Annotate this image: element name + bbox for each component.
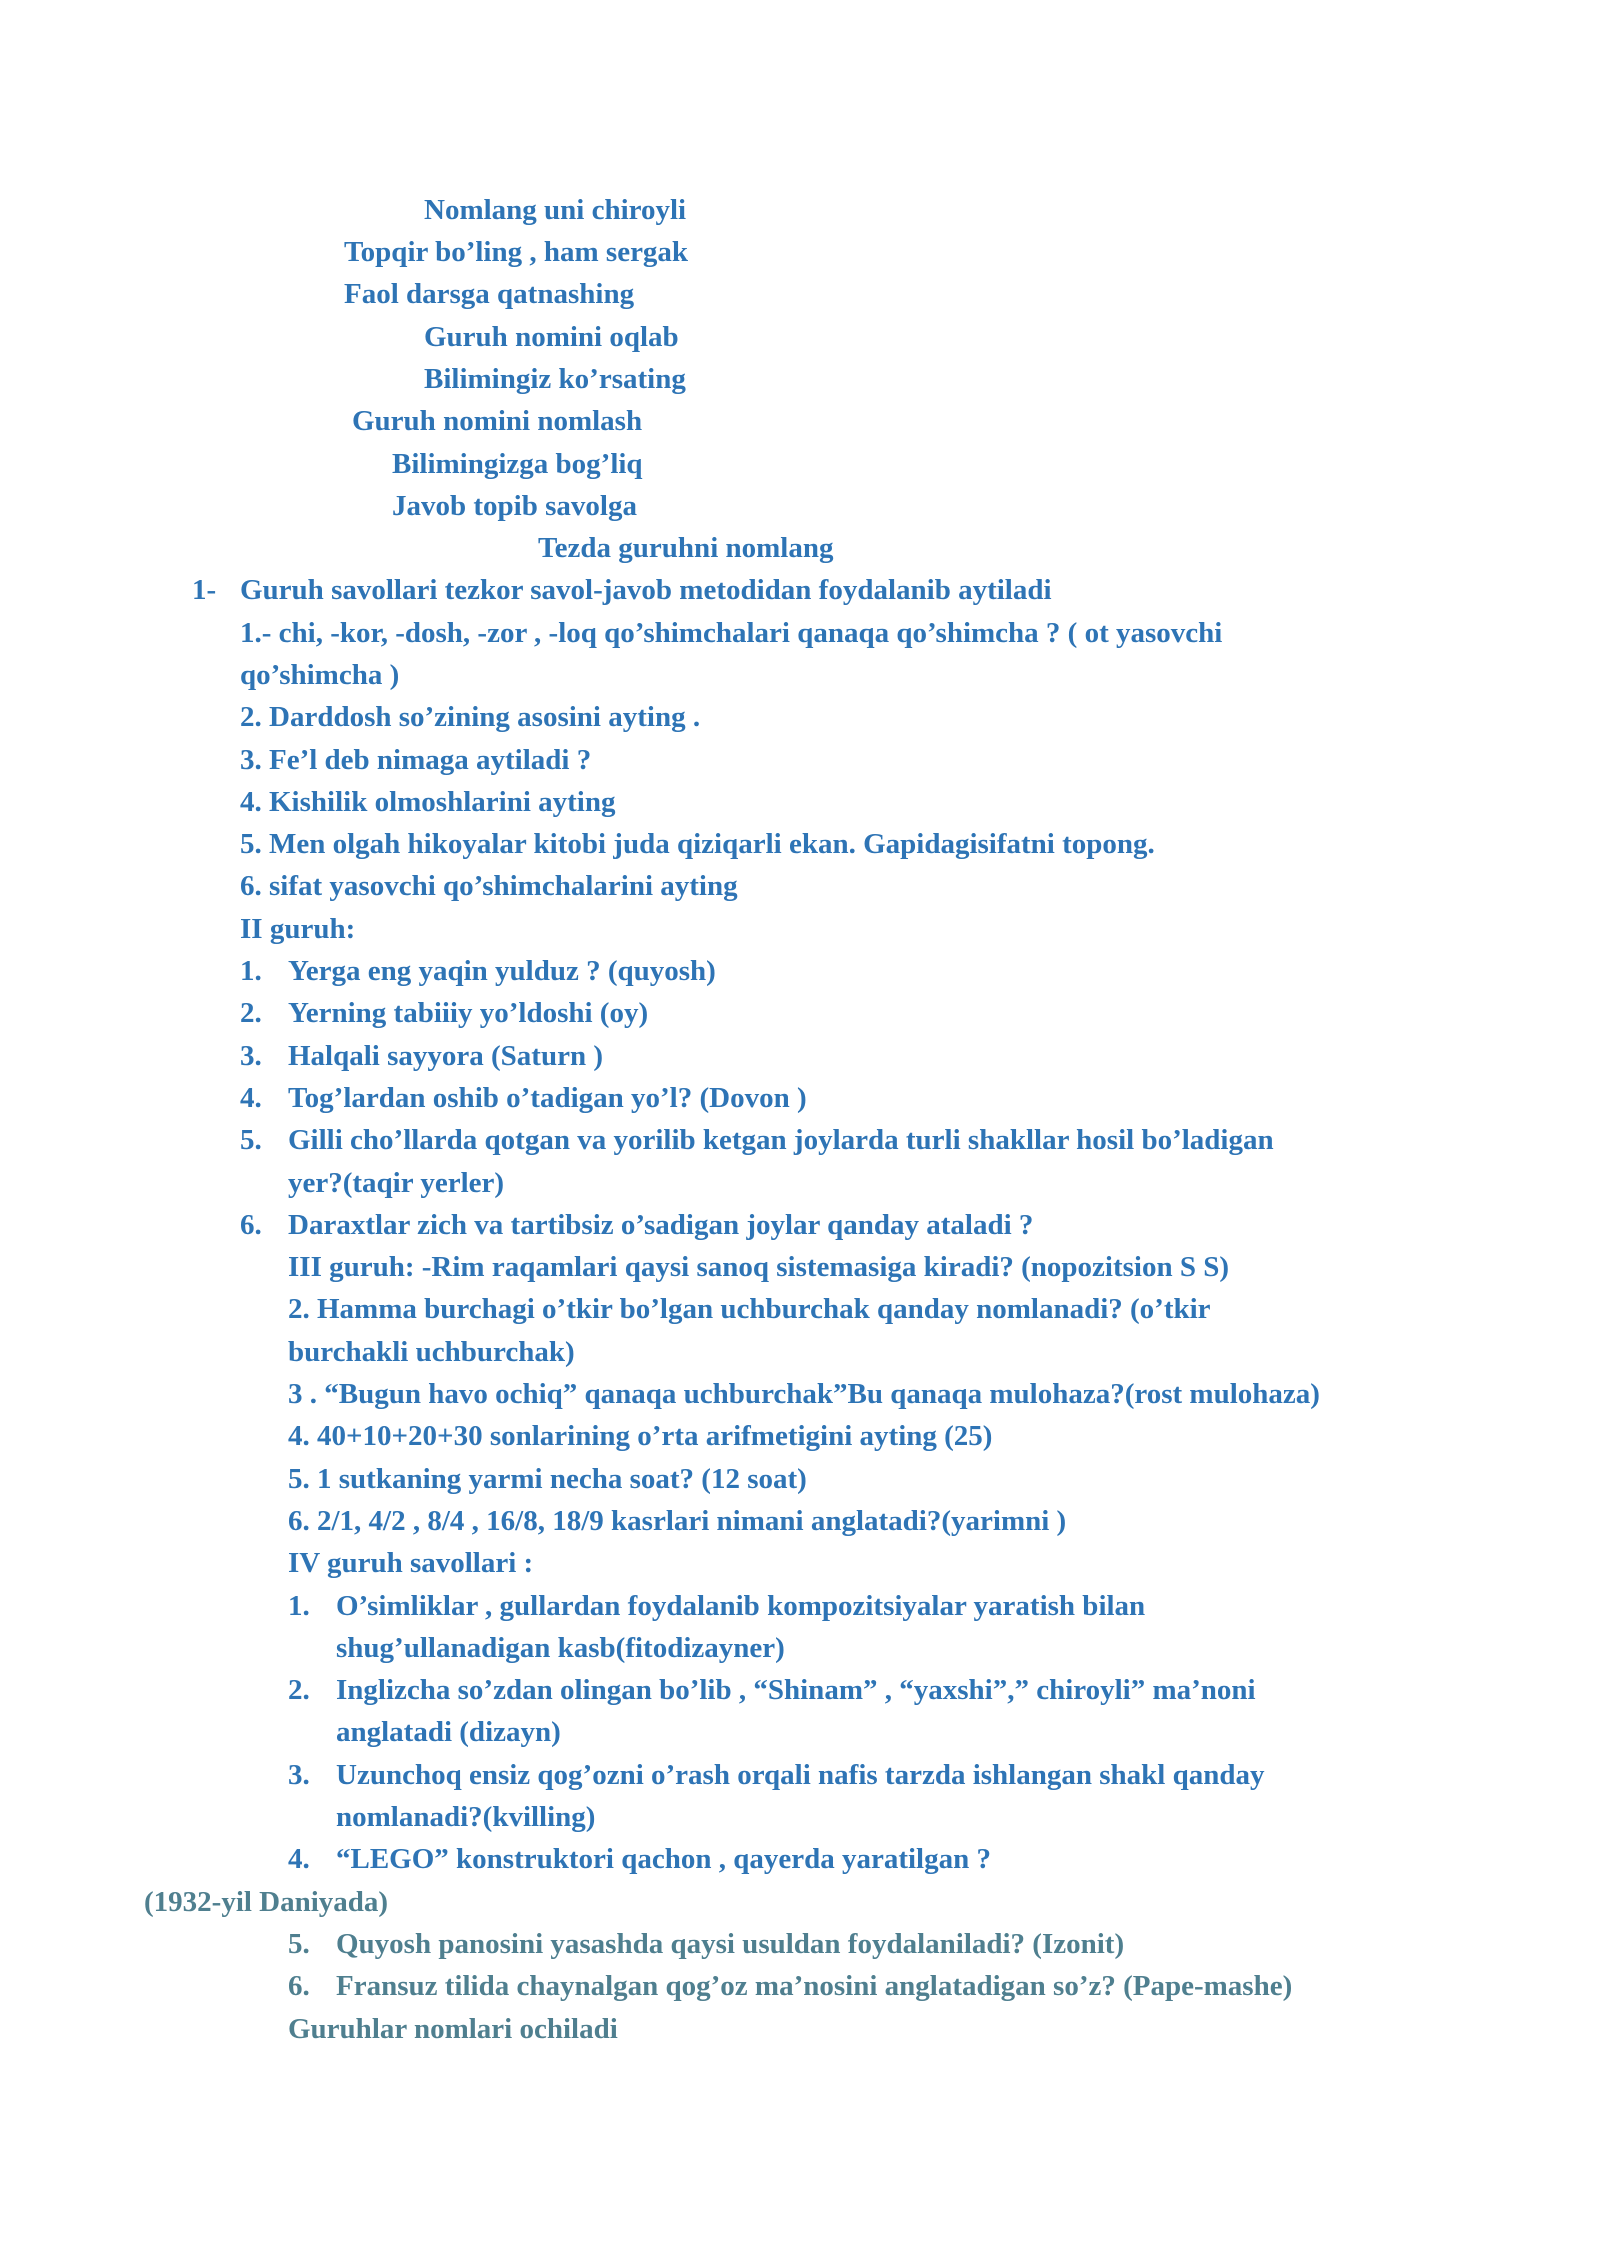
list-item: Yerga eng yaqin yulduz ? (quyosh) [288,955,716,987]
poem-line: Nomlang uni chiroyli [424,194,687,226]
poem-line: Guruh nomini nomlash [352,405,643,437]
list-number: 3. [288,1759,310,1791]
list-item: Inglizcha so’zdan olingan bo’lib , “Shinam” , “yaxshi”,” chiroyli” ma’noni [336,1674,1256,1706]
question-line: 2. Darddosh so’zining asosini ayting . [240,701,701,733]
list-item: “LEGO” konstruktori qachon , qayerda yaratilgan ? [336,1843,991,1875]
list-number: 1. [240,955,262,987]
section-heading: Guruh savollari tezkor savol-javob metodidan foydalanib aytiladi [240,574,1052,606]
question-line: 6. 2/1, 4/2 , 8/4 , 16/8, 18/9 kasrlari nimani anglatadi?(yarimni ) [288,1505,1067,1537]
answer-line: (1932-yil Daniyada) [144,1886,389,1918]
group-heading: II guruh: [240,913,356,945]
list-number: 6. [240,1209,262,1241]
list-number: 4. [288,1843,310,1875]
section-number: 1- [192,574,217,606]
question-line: 3. Fe’l deb nimaga aytiladi ? [240,744,592,776]
question-line: 5. Men olgah hikoyalar kitobi juda qiziqarli ekan. Gapidagisifatni topong. [240,828,1155,860]
list-number: 2. [240,997,262,1029]
question-line: qo’shimcha ) [240,659,400,691]
list-item-continuation: nomlanadi?(kvilling) [336,1801,596,1833]
list-number: 3. [240,1040,262,1072]
group-heading: III guruh: -Rim raqamlari qaysi sanoq sistemasiga kiradi? (nopozitsion S S) [288,1251,1230,1283]
poem-line: Tezda guruhni nomlang [538,532,834,564]
list-item-continuation: anglatadi (dizayn) [336,1716,561,1748]
list-item-continuation: shug’ullanadigan kasb(fitodizayner) [336,1632,785,1664]
poem-line: Bilimingizga bog’liq [392,448,643,480]
list-item: Halqali sayyora (Saturn ) [288,1040,603,1072]
question-line: 4. 40+10+20+30 sonlarining o’rta arifmetigini ayting (25) [288,1420,993,1452]
poem-line: Bilimingiz ko’rsating [424,363,686,395]
list-item: Gilli cho’llarda qotgan va yorilib ketgan joylarda turli shakllar hosil bo’ladigan [288,1124,1274,1156]
list-number: 5. [240,1124,262,1156]
list-number: 4. [240,1082,262,1114]
list-item: O’simliklar , gullardan foydalanib kompozitsiyalar yaratish bilan [336,1590,1146,1622]
question-line: 1.- chi, -kor, -dosh, -zor , -loq qo’shimchalari qanaqa qo’shimcha ? ( ot yasovchi [240,617,1223,649]
list-item-continuation: yer?(taqir yerler) [288,1167,505,1199]
list-item: Fransuz tilida chaynalgan qog’oz ma’nosini anglatadigan so’z? (Pape-mashe) [336,1970,1293,2002]
poem-line: Guruh nomini oqlab [424,321,679,353]
question-line: 2. Hamma burchagi o’tkir bo’lgan uchburchak qanday nomlanadi? (o’tkir [288,1293,1211,1325]
list-item: Uzunchoq ensiz qog’ozni o’rash orqali nafis tarzda ishlangan shakl qanday [336,1759,1265,1791]
closing-line: Guruhlar nomlari ochiladi [288,2013,618,2045]
list-item: Yerning tabiiiy yo’ldoshi (oy) [288,997,649,1029]
list-number: 5. [288,1928,310,1960]
poem-line: Javob topib savolga [392,490,637,522]
list-number: 2. [288,1674,310,1706]
list-number: 1. [288,1590,310,1622]
group-heading: IV guruh savollari : [288,1547,534,1579]
poem-line: Topqir bo’ling , ham sergak [344,236,689,268]
list-item: Tog’lardan oshib o’tadigan yo’l? (Dovon ) [288,1082,807,1114]
poem-line: Faol darsga qatnashing [344,278,635,310]
question-line: 5. 1 sutkaning yarmi necha soat? (12 soat) [288,1463,807,1495]
list-number: 6. [288,1970,310,2002]
question-line: 6. sifat yasovchi qo’shimchalarini ayting [240,870,738,902]
list-item: Daraxtlar zich va tartibsiz o’sadigan joylar qanday ataladi ? [288,1209,1034,1241]
question-line: burchakli uchburchak) [288,1336,575,1368]
list-item: Quyosh panosini yasashda qaysi usuldan foydalaniladi? (Izonit) [336,1928,1125,1960]
question-line: 4. Kishilik olmoshlarini ayting [240,786,616,818]
question-line: 3 . “Bugun havo ochiq” qanaqa uchburchak”Bu qanaqa mulohaza?(rost mulohaza) [288,1378,1320,1410]
